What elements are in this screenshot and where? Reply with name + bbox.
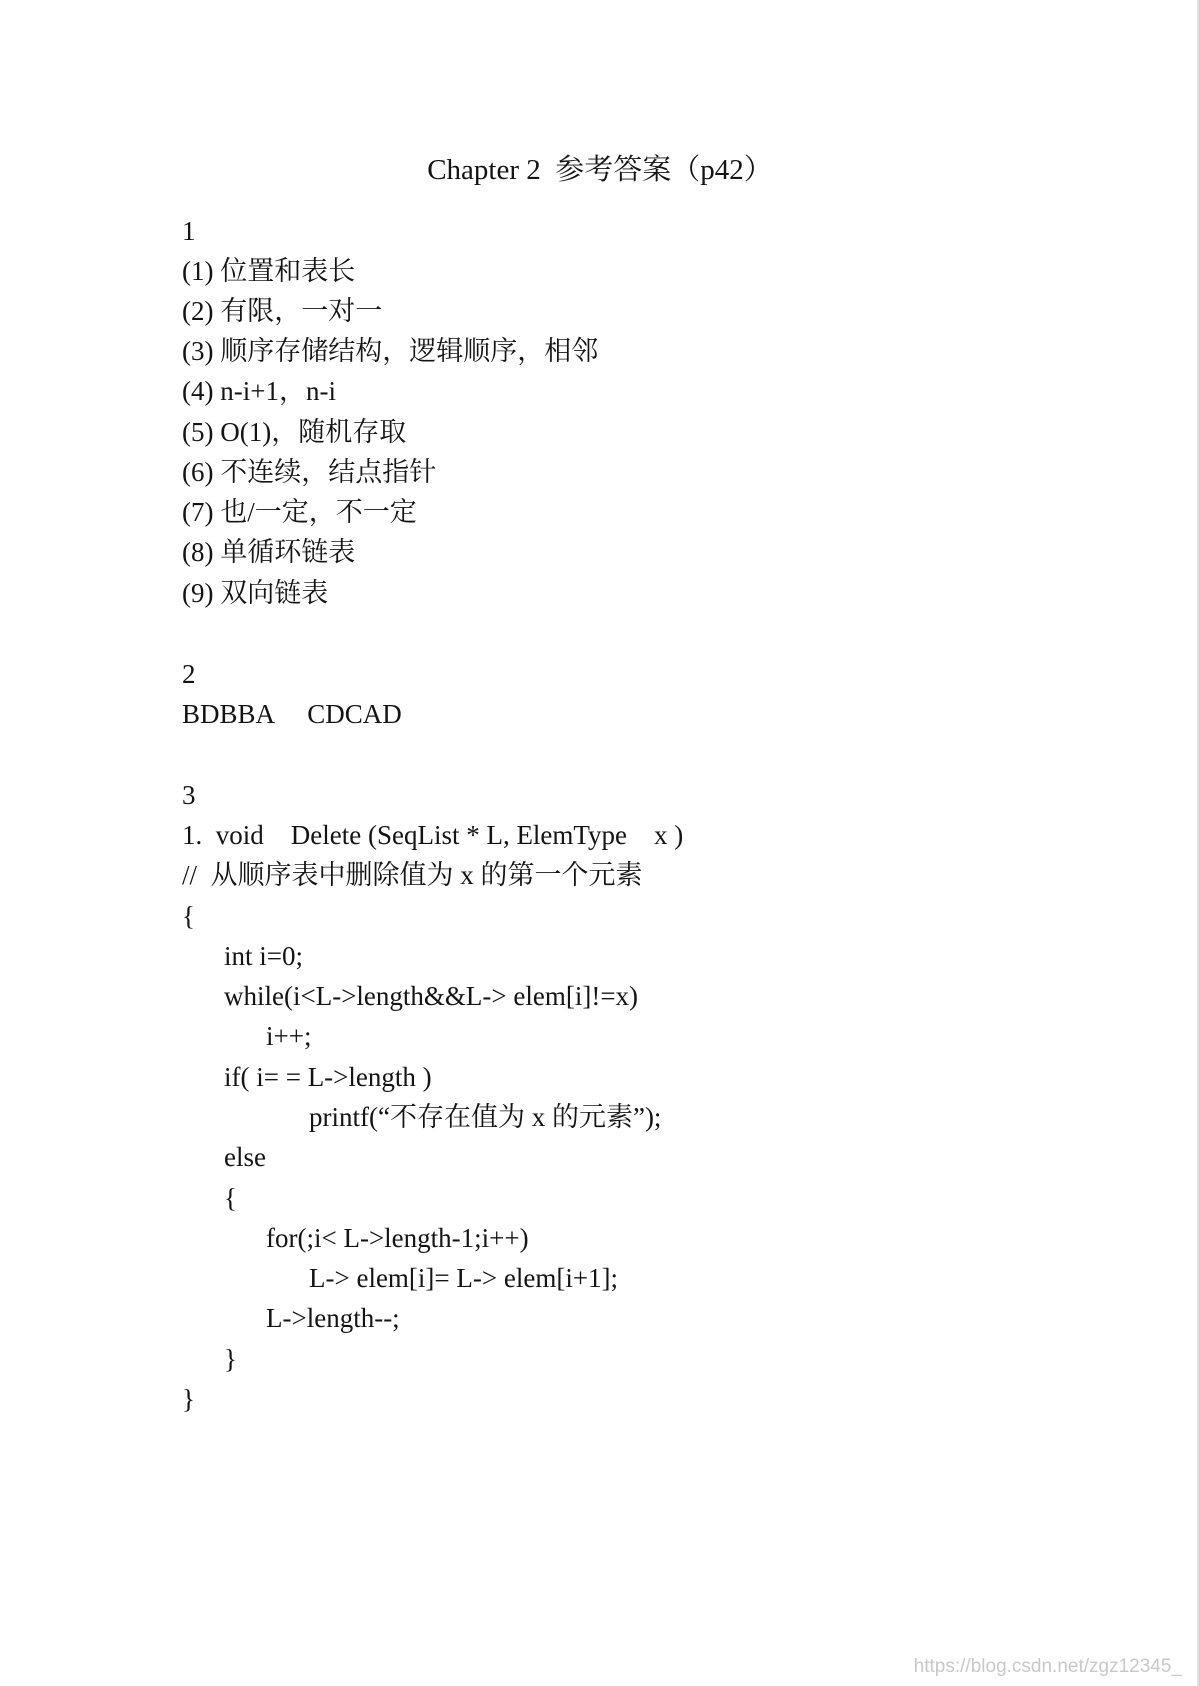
answer-line-5: (5) O(1)，随机存取 (182, 417, 407, 447)
answer-line-2: (2) 有限，一对一 (182, 296, 383, 326)
code-line-11: for(;i< L->length-1;i++) (266, 1223, 529, 1253)
answer-line-8: (8) 单循环链表 (182, 537, 356, 567)
code-line-13: L->length--; (266, 1303, 400, 1333)
answer-line-7: (7) 也/一定，不一定 (182, 497, 417, 527)
code-line-2: // 从顺序表中删除值为 x 的第一个元素 (182, 860, 643, 890)
section-2-number: 2 (182, 659, 196, 689)
code-line-5: while(i<L->length&&L-> elem[i]!=x) (224, 981, 639, 1011)
code-line-10: { (224, 1183, 237, 1213)
code-line-15: } (182, 1384, 195, 1414)
watermark-url: https://blog.csdn.net/zgz12345_ (913, 1656, 1182, 1677)
answer-line-9: (9) 双向链表 (182, 578, 329, 608)
code-line-6: i++; (266, 1021, 312, 1051)
code-line-8: printf(“不存在值为 x 的元素”); (309, 1102, 662, 1132)
code-line-7: if( i= = L->length ) (224, 1062, 432, 1092)
answer-line-3: (3) 顺序存储结构，逻辑顺序，相邻 (182, 336, 599, 366)
answer-line-6: (6) 不连续，结点指针 (182, 457, 437, 487)
code-line-9: else (224, 1142, 266, 1172)
code-line-14: } (224, 1344, 237, 1374)
code-line-12: L-> elem[i]= L-> elem[i+1]; (309, 1263, 619, 1293)
section-3-number: 3 (182, 780, 196, 810)
code-line-1: 1. void Delete (SeqList * L, ElemType x ) (182, 820, 684, 850)
answer-line-4: (4) n-i+1，n-i (182, 376, 336, 406)
section-2-answers: BDBBA CDCAD (182, 699, 402, 729)
code-line-3: { (182, 901, 195, 931)
page-title: Chapter 2 参考答案（p42） (427, 154, 773, 186)
answer-line-1: (1) 位置和表长 (182, 256, 356, 286)
code-line-4: int i=0; (224, 941, 303, 971)
section-1-number: 1 (182, 216, 196, 246)
